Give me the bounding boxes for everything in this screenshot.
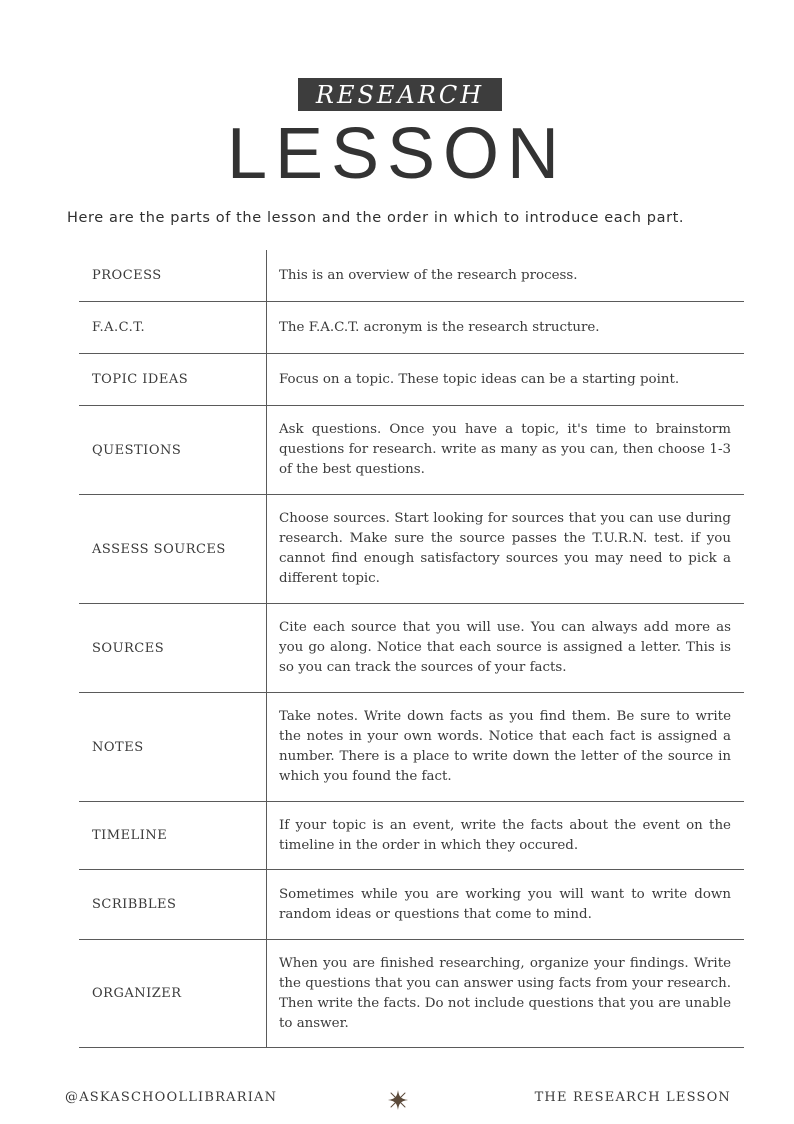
- part-description: Take notes. Write down facts as you find them. Be sure to write the notes in your own words. Notice that each fact is assigned a number. There is a place to write down the letter of the source in which you found the fact.: [279, 709, 731, 784]
- table-row: [79, 802, 744, 870]
- part-description: This is an overview of the research process.: [279, 267, 578, 283]
- page-title: LESSON: [226, 114, 568, 194]
- part-description: Choose sources. Start looking for sources that you can use during research. Make sure the source passes the T.U.R.N. test. if you cannot find enough satisfactory sources you may need to pick a different topic.: [279, 511, 731, 586]
- part-description: Sometimes while you are working you will want to write down random ideas or questions that come to mind.: [279, 886, 731, 922]
- table-row: [79, 354, 744, 406]
- footer-title: THE RESEARCH LESSON: [534, 1090, 731, 1105]
- research-badge: RESEARCH: [298, 78, 502, 111]
- part-description: The F.A.C.T. acronym is the research structure.: [279, 319, 600, 335]
- part-name: NOTES: [79, 693, 267, 801]
- part-description: Focus on a topic. These topic ideas can be a starting point.: [279, 371, 680, 387]
- part-name: PROCESS: [79, 250, 267, 301]
- table-row: [79, 870, 744, 940]
- part-description: Ask questions. Once you have a topic, it's time to brainstorm questions for research. write as many as you can, then choose 1-3 of the best questions.: [279, 422, 731, 477]
- table-row: [79, 604, 744, 693]
- table-row: [79, 495, 744, 604]
- part-name: ASSESS SOURCES: [79, 495, 267, 603]
- part-description: If your topic is an event, write the facts about the event on the timeline in the order in which they occured.: [279, 817, 731, 853]
- intro-text: Here are the parts of the lesson and the order in which to introduce each part.: [67, 210, 685, 226]
- part-name: QUESTIONS: [79, 406, 267, 494]
- table-row: [79, 302, 744, 354]
- part-name: TOPIC IDEAS: [79, 354, 267, 405]
- part-name: SOURCES: [79, 604, 267, 692]
- footer-handle: @ASKASCHOOLLIBRARIAN: [65, 1090, 278, 1105]
- part-description: Cite each source that you will use. You can always add more as you go along. Notice that each source is assigned a letter. This is so you can track the sources of your facts.: [279, 620, 731, 675]
- part-description: When you are finished researching, organize your findings. Write the questions that you can answer using facts from your research. Then write the facts. Do not include questions that you are unable to answer.: [279, 955, 731, 1031]
- part-name: ORGANIZER: [79, 940, 267, 1047]
- table-row: [79, 693, 744, 802]
- table-row: [79, 940, 744, 1048]
- four-point-star-icon: [386, 1088, 410, 1112]
- part-name: TIMELINE: [79, 802, 267, 869]
- part-name: F.A.C.T.: [79, 302, 267, 353]
- table-row: [79, 406, 744, 495]
- part-name: SCRIBBLES: [79, 870, 267, 939]
- table-row: [79, 250, 744, 302]
- lesson-parts-table: [79, 250, 744, 1048]
